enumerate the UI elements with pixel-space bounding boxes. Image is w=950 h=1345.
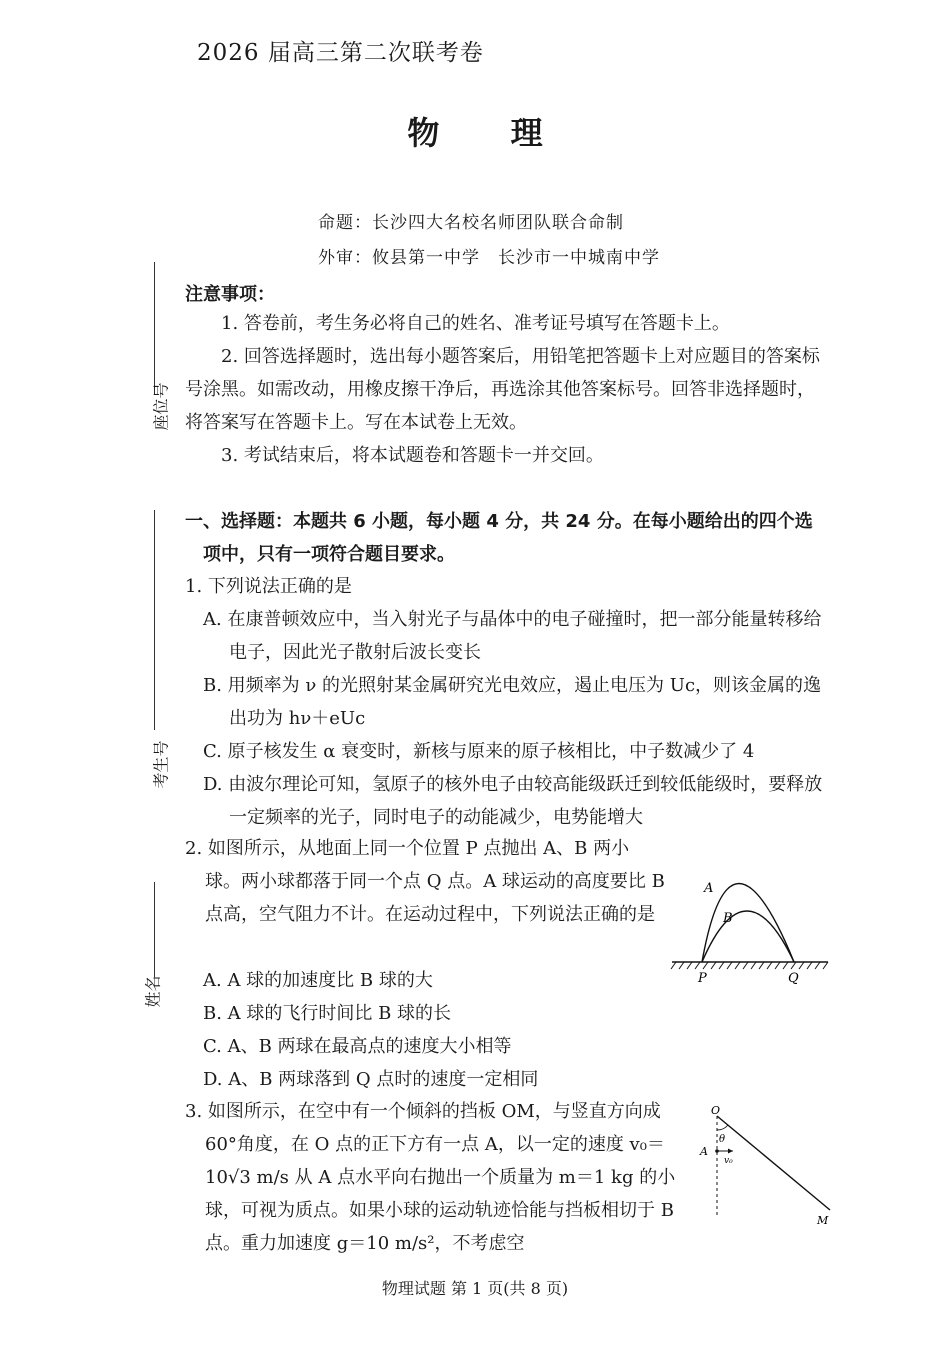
q1-option-c: C. 原子核发生 α 衰变时，新核与原来的原子核相比，中子数减少了 4 xyxy=(203,741,755,762)
label-m: M xyxy=(817,1214,829,1227)
candidate-number-field[interactable] xyxy=(128,510,171,789)
q3-stem: 3. 如图所示，在空中有一个倾斜的挡板 OM，与竖直方向成 60°角度，在 O 点的正下方有一点 A，以一定的速度 v₀＝10√3 m/s 从 A 点水平向右抛出一个质量为 m＝1 kg 的小球，可视为质点。如果小球的运动轨迹恰能与挡板相切于 B 点。重力加速度 g＝10 m/s²，不考虑空 xyxy=(185,1101,676,1254)
name-label: 姓名 xyxy=(143,975,163,1008)
seat-number-line xyxy=(154,262,155,394)
trajectory-a xyxy=(702,884,794,963)
seat-number-field[interactable] xyxy=(128,262,171,431)
reviewer-credit: 外审：攸县第一中学 长沙市一中城南中学 xyxy=(318,248,660,268)
candidate-number-label: 考生号 xyxy=(151,740,171,789)
label-p: P xyxy=(698,971,707,986)
q1-option-b: B. 用频率为 ν 的光照射某金属研究光电效应，遏止电压为 Uc，则该金属的逸出功为 hν＋eUc xyxy=(203,675,822,729)
q2-trajectory-figure xyxy=(668,840,833,990)
label-a-point: A xyxy=(700,1145,708,1158)
page-footer: 物理试题 第 1 页(共 8 页) xyxy=(381,1279,569,1298)
note-item-1: 1. 答卷前，考生务必将自己的姓名、准考证号填写在答题卡上。 xyxy=(221,313,730,334)
author-credit: 命题：长沙四大名校名师团队联合命制 xyxy=(318,213,624,233)
name-line xyxy=(154,882,155,977)
label-b: B xyxy=(723,911,733,926)
q2-stem: 2. 如图所示，从地面上同一个位置 P 点抛出 A、B 两小球。两小球都落于同一个点 Q 点。A 球运动的高度要比 B 点高，空气阻力不计。在运动过程中，下列说法正确的是 xyxy=(185,838,665,925)
note-item-2: 2. 回答选择题时，选出每小题答案后，用铅笔把答题卡上对应题目的答案标号涂黑。如需改动，用橡皮擦干净后，再选涂其他答案标号。回答非选择题时，将答案写在答题卡上。写在本试卷上无效。 xyxy=(185,346,820,433)
label-o: O xyxy=(711,1104,721,1117)
name-field[interactable] xyxy=(128,882,168,1007)
q2-option-b: B. A 球的飞行时间比 B 球的长 xyxy=(203,1003,452,1024)
label-a: A xyxy=(704,881,714,896)
q2-option-a: A. A 球的加速度比 B 球的大 xyxy=(203,970,433,991)
q2-option-c: C. A、B 两球在最高点的速度大小相等 xyxy=(203,1036,512,1057)
trajectory-b xyxy=(702,911,794,962)
q1-option-d: D. 由波尔理论可知，氢原子的核外电子由较高能级跃迁到较低能级时，要释放一定频率的光子，同时电子的动能减少，电势能增大 xyxy=(203,774,823,828)
section-heading: 一、选择题：本题共 6 小题，每小题 4 分，共 24 分。在每小题给出的四个选项中，只有一项符合题目要求。 xyxy=(185,511,813,565)
notes-title: 注意事项： xyxy=(185,284,275,305)
ground-hatching xyxy=(671,962,828,969)
label-theta: θ xyxy=(719,1134,726,1145)
note-item-3: 3. 考试结束后，将本试题卷和答题卡一并交回。 xyxy=(221,445,604,466)
q3-baffle-figure xyxy=(695,1100,840,1230)
subject-title: 物 理 xyxy=(407,114,543,152)
label-v0: v₀ xyxy=(724,1156,733,1166)
candidate-number-line xyxy=(154,510,155,730)
angle-arc xyxy=(717,1125,728,1130)
q1-stem: 1. 下列说法正确的是 xyxy=(185,576,352,597)
exam-name: 2026 届高三第二次联考卷 xyxy=(197,40,484,66)
seat-number-label: 座位号 xyxy=(151,382,171,431)
q1-option-a: A. 在康普顿效应中，当入射光子与晶体中的电子碰撞时，把一部分能量转移给电子，因此光子散射后波长变长 xyxy=(203,609,822,663)
q2-option-d: D. A、B 两球落到 Q 点时的速度一定相同 xyxy=(203,1069,539,1090)
baffle-om xyxy=(717,1116,830,1210)
label-q: Q xyxy=(788,971,799,986)
velocity-arrowhead xyxy=(728,1149,733,1154)
